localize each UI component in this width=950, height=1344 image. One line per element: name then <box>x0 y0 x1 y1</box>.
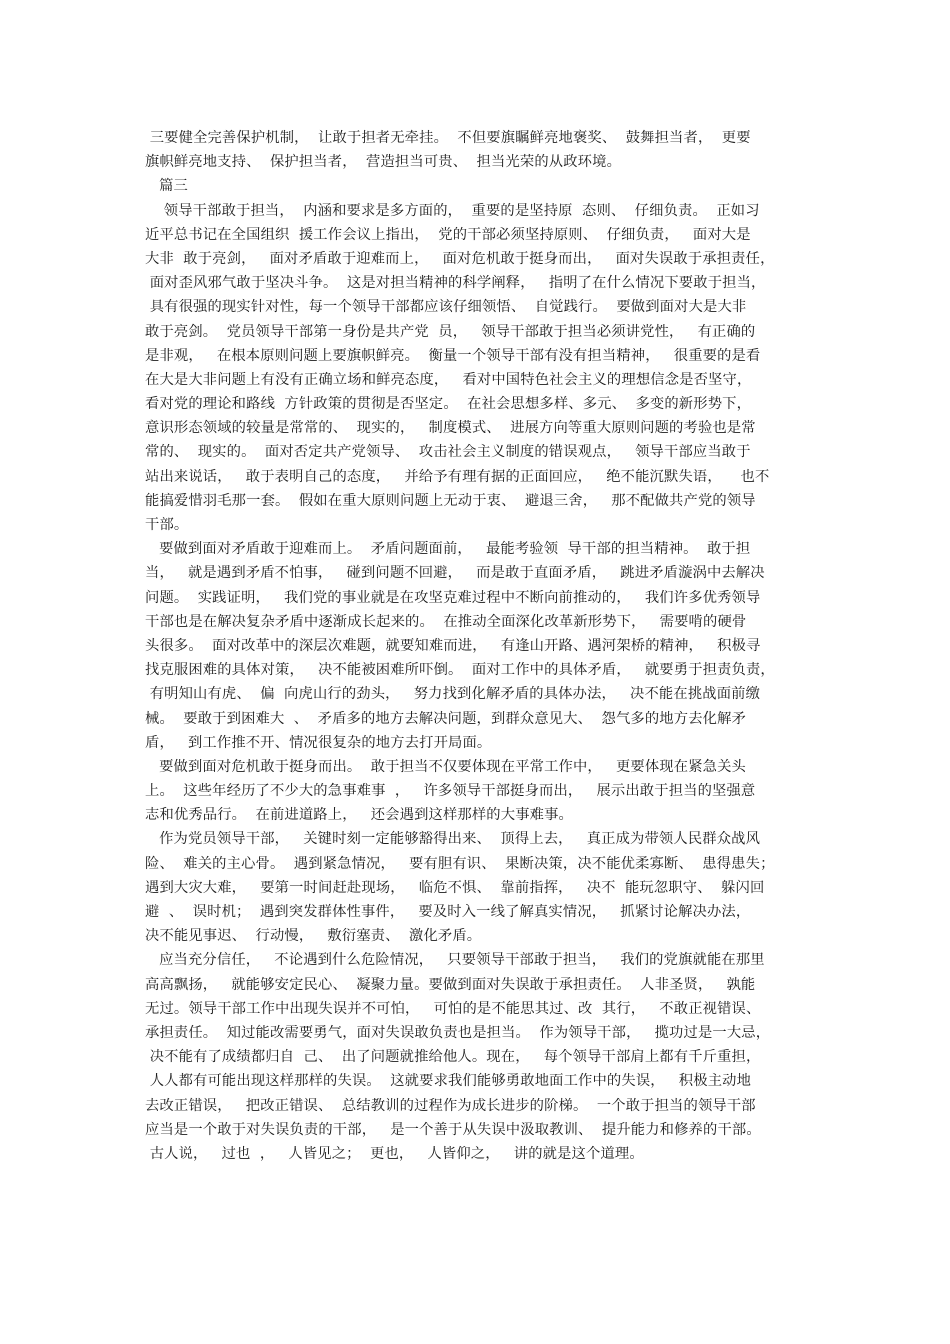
text-line: 应当充分信任， 不论遇到什么危险情况， 只要领导干部敢于担当， 我们的党旗就能在那里 <box>145 952 765 969</box>
text-line: 上。 这些年经历了不少大的急事难事 ， 许多领导干部挺身而出， 展示出敢于担当的坚强意 <box>145 783 756 800</box>
text-line: 在大是大非问题上有没有正确立场和鲜亮态度， 看对中国特色社会主义的理想信念是否坚守， <box>145 371 752 388</box>
text-line: 去改正错误， 把改正错误、 总结教训的过程作为成长进步的阶梯。 一个敢于担当的领导干部 <box>145 1097 756 1114</box>
text-line: 无过。领导干部工作中出现失误并不可怕， 可怕的是不能思其过、改 其行， 不敢正视错误、 <box>145 1000 761 1017</box>
text-line: 当， 就是遇到矛盾不怕事， 碰到问题不回避， 而是敢于直面矛盾， 跳进矛盾漩涡中去解决 <box>145 565 765 582</box>
text-line: 应当是一个敢于对失误负责的干部， 是一个善于从失误中汲取教训、 提升能力和修养的干部。 <box>145 1121 761 1138</box>
text-line: 避 、 误时机； 遇到突发群体性事件， 要及时入一线了解真实情况， 抓紧讨论解决办法， <box>145 904 751 920</box>
text-line: 找克服困难的具体对策， 决不能被困难所吓倒。 面对工作中的具体矛盾， 就要勇于担责负责， <box>145 662 775 679</box>
text-line: 大非 敢于亮剑， 面对矛盾敢于迎难而上， 面对危机敢于挺身而出， 面对失误敢于承担责任， <box>145 250 775 267</box>
text-line: 篇三 <box>145 178 188 195</box>
text-line: 意识形态领域的较量是常常的、 现实的， 制度模式、 进展方向等重大原则问题的考验也是常 <box>145 420 756 437</box>
text-line: 干部也是在解决复杂矛盾中逐渐成长起来的。 在推动全面深化改革新形势下， 需要啃的硬骨 <box>145 613 747 630</box>
text-line: 头很多。 面对改革中的深层次难题，就要知难而进， 有逢山开路、遇河架桥的精神， 积极寻 <box>145 637 761 654</box>
text-line: 具有很强的现实针对性，每一个领导干部都应该仔细领悟、 自觉践行。 要做到面对大是大非 <box>145 299 747 316</box>
text-line: 械。 要敢于到困难大 、 矛盾多的地方去解决问题，到群众意见大、 怨气多的地方去化解矛 <box>145 710 746 727</box>
text-line: 看对党的理论和路线 方针政策的贯彻是否坚定。 在社会思想多样、多元、 多变的新形势下， <box>145 396 752 413</box>
text-line: 险、 难关的主心骨。 遇到紧急情况， 要有胆有识、 果断决策，决不能优柔寡断、 患得患失； <box>145 855 775 872</box>
text-line: 干部。 <box>145 517 189 533</box>
text-line: 常的、 现实的。 面对否定共产党领导、 攻击社会主义制度的错误观点， 领导干部应当敢于 <box>145 444 751 461</box>
text-line: 志和优秀品行。 在前进道路上， 还会遇到这样那样的大事难事。 <box>145 807 573 824</box>
text-line: 古人说， 过也 ， 人皆见之； 更也， 人皆仰之， 讲的就是这个道理。 <box>145 1145 644 1162</box>
text-line: 面对歪风邪气敢于坚决斗争。 这是对担当精神的科学阐释， 指明了在什么情况下要敢于担当， <box>145 275 766 292</box>
text-line: 决不能有了成绩都归自 己、 出了问题就推给他人。现在， 每个领导干部肩上都有千斤重担， <box>145 1049 761 1066</box>
text-line: 高高飘扬， 就能够安定民心、 凝聚力量。要做到面对失误敢于承担责任。 人非圣贤， 孰能 <box>145 976 756 993</box>
text-line: 问题。 实践证明， 我们党的事业就是在攻坚克难过程中不断向前推动的， 我们许多优秀领导 <box>145 589 761 606</box>
text-line: 决不能见事迟、 行动慢， 敷衍塞责、 激化矛盾。 <box>145 928 482 945</box>
text-line: 敢于亮剑。 党员领导干部第一身份是共产党 员， 领导干部敢于担当必须讲党性， 有正确的 <box>145 323 756 340</box>
text-line: 领导干部敢于担当， 内涵和要求是多方面的， 重要的是坚持原 态则、 仔细负责。 正如习 <box>145 202 760 219</box>
document-body <box>145 126 815 1166</box>
text-line: 承担责任。 知过能改需要勇气，面对失误敢负责也是担当。 作为领导干部， 揽功过是一大忌， <box>145 1024 771 1041</box>
text-line: 是非观， 在根本原则问题上要旗帜鲜亮。 衡量一个领导干部有没有担当精神， 很重要的是看 <box>145 347 761 364</box>
text-line: 要做到面对危机敢于挺身而出。 敢于担当不仅要体现在平常工作中， 更要体现在紧急关头 <box>145 758 746 775</box>
text-line: 遇到大灾大难， 要第一时间赶赴现场， 临危不惧、 靠前指挥， 决不 能玩忽职守、 躲闪回 <box>145 879 765 896</box>
text-line: 能搞爱惜羽毛那一套。 假如在重大原则问题上无动于衷、 避退三舍， 那不配做共产党的领导 <box>145 492 756 509</box>
text-line: 要做到面对矛盾敢于迎难而上。 矛盾问题面前， 最能考验领 导干部的担当精神。 敢于担 <box>145 541 751 558</box>
text-line: 作为党员领导干部， 关键时刻一定能够豁得出来、 顶得上去， 真正成为带领人民群众战风 <box>145 831 761 848</box>
text-line: 三要健全完善保护机制， 让敢于担者无牵挂。 不但要旗瞩鲜亮地褒奖、 鼓舞担当者， 更要 <box>145 130 751 146</box>
text-line: 有明知山有虎、 偏 向虎山行的劲头， 努力找到化解矛盾的具体办法， 决不能在挑战面前缴 <box>145 686 761 703</box>
text-line: 盾， 到工作推不开、情况很复杂的地方去打开局面。 <box>145 734 492 751</box>
text-line: 旗帜鲜亮地支持、 保护担当者， 营造担当可贵、 担当光荣的从政环境。 <box>145 154 622 171</box>
text-line: 站出来说话， 敢于表明自己的态度， 并给予有理有据的正面回应， 绝不能沉默失语， 也不 <box>145 468 770 485</box>
text-line: 近平总书记在全国组织 援工作会议上指出， 党的干部必须坚持原则、 仔细负责， 面对大是 <box>145 226 751 243</box>
text-line: 人人都有可能出现这样那样的失误。 这就要求我们能够勇敢地面工作中的失误， 积极主动地 <box>145 1073 752 1090</box>
